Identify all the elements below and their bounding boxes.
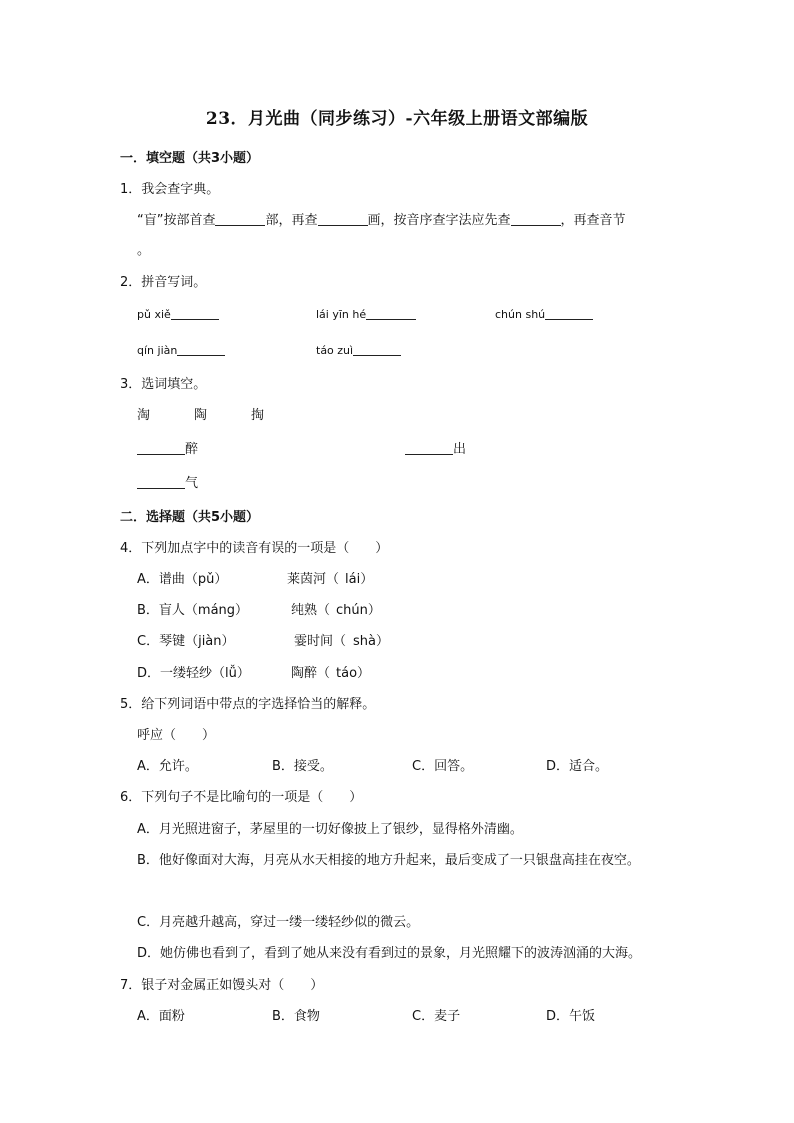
q2-item-3: [495, 305, 593, 321]
question-5-stem: 5．给下列词语中带点的字选择恰当的解释。: [120, 697, 376, 712]
q7-option-d[interactable]: D．午饭: [546, 1009, 596, 1024]
q2-pinyin: qín jiàn: [137, 344, 178, 357]
q4-option-c-pinyin: shà）: [353, 634, 389, 649]
q2-item-4: [137, 341, 225, 357]
q1-blank-letter[interactable]: [511, 211, 561, 226]
q1-blank-strokes[interactable]: [318, 211, 368, 226]
question-1-stem: 1．我会查字典。: [120, 182, 220, 197]
q4-option-d[interactable]: D．一缕轻纱（lǚ）: [137, 666, 250, 681]
q3-fill-char: 醉: [185, 442, 199, 457]
q4-option-a[interactable]: A．谱曲（pǔ）: [137, 572, 228, 587]
q4-option-b-second: 纯熟（: [291, 603, 331, 618]
q2-pinyin: táo zuì: [316, 344, 354, 357]
q3-blank[interactable]: [405, 440, 453, 455]
q4-option-a-pinyin: lái）: [345, 572, 374, 587]
question-7-stem: 7．银子对金属正如馒头对（ ）: [120, 978, 324, 993]
q5-option-b[interactable]: B．接受。: [272, 759, 333, 774]
q3-blank[interactable]: [137, 440, 185, 455]
q1-text-d: ，再查音节: [560, 213, 626, 228]
q1-blank-radical[interactable]: [215, 211, 265, 226]
q3-fill-3: [137, 472, 198, 491]
question-1-body: [137, 209, 626, 228]
page-title: 23．月光曲（同步练习）-六年级上册语文部编版: [205, 109, 589, 129]
q4-option-c[interactable]: C．琴键（jiàn）: [137, 634, 235, 649]
q5-word: 呼应（ ）: [137, 728, 216, 743]
section-heading-fill-blank: 一．填空题（共3小题）: [120, 151, 260, 166]
q2-pinyin: chún shú: [495, 308, 546, 321]
q1-text-b: 部，再查: [265, 213, 318, 228]
q3-fill-char: 出: [453, 442, 467, 457]
q4-option-d-second: 陶醉（: [291, 666, 331, 681]
q6-option-a[interactable]: A．月光照进窗子，茅屋里的一切好像披上了银纱，显得格外清幽。: [137, 822, 523, 837]
q2-item-5: [316, 341, 401, 357]
q7-option-c[interactable]: C．麦子: [412, 1009, 461, 1024]
q2-blank[interactable]: [353, 341, 401, 356]
q2-blank[interactable]: [177, 341, 225, 356]
q6-option-d[interactable]: D．她仿佛也看到了，看到了她从来没有看到过的景象，月光照耀下的波涛汹涌的大海。: [137, 946, 642, 961]
q5-option-d[interactable]: D．适合。: [546, 759, 609, 774]
q5-option-a[interactable]: A．允许。: [137, 759, 198, 774]
q1-text-c: 画，按音序查字法应先查: [367, 213, 511, 228]
q2-blank[interactable]: [366, 305, 416, 320]
question-4-stem: 4．下列加点字中的读音有误的一项是（ ）: [120, 541, 389, 556]
q3-fill-char: 气: [185, 476, 199, 491]
q7-option-b[interactable]: B．食物: [272, 1009, 320, 1024]
section-heading-choice: 二．选择题（共5小题）: [120, 510, 260, 525]
q3-word-1: 淘: [137, 408, 151, 423]
q2-blank[interactable]: [171, 305, 219, 320]
q6-option-b[interactable]: B．他好像面对大海，月亮从水天相接的地方升起来，最后变成了一只银盘高挂在夜空。: [137, 853, 640, 868]
q2-pinyin: pǔ xiě: [137, 308, 171, 321]
q4-option-b-pinyin: chún）: [336, 603, 381, 618]
q3-blank[interactable]: [137, 474, 185, 489]
q4-option-c-second: 霎时间（: [294, 634, 347, 649]
q3-fill-1: [137, 438, 198, 457]
question-6-stem: 6．下列句子不是比喻句的一项是（ ）: [120, 790, 363, 805]
q4-option-b[interactable]: B．盲人（máng）: [137, 603, 249, 618]
q4-option-d-pinyin: táo）: [336, 666, 371, 681]
q6-option-c[interactable]: C．月亮越升越高，穿过一缕一缕轻纱似的微云。: [137, 915, 420, 930]
q7-option-a[interactable]: A．面粉: [137, 1009, 185, 1024]
q3-word-3: 掏: [251, 408, 265, 423]
q1-text-a: “盲”按部首查: [137, 213, 216, 228]
question-3-stem: 3．选词填空。: [120, 377, 207, 392]
q3-fill-2: [405, 438, 466, 457]
q4-option-a-second: 莱茵河（: [287, 572, 340, 587]
q2-pinyin: lái yīn hé: [316, 308, 367, 321]
q2-blank[interactable]: [545, 305, 593, 320]
q2-item-2: [316, 305, 416, 321]
q5-option-c[interactable]: C．回答。: [412, 759, 474, 774]
q1-text-end: 。: [137, 243, 151, 258]
q2-item-1: [137, 305, 219, 321]
q3-word-2: 陶: [194, 408, 208, 423]
question-2-stem: 2．拼音写词。: [120, 275, 207, 290]
